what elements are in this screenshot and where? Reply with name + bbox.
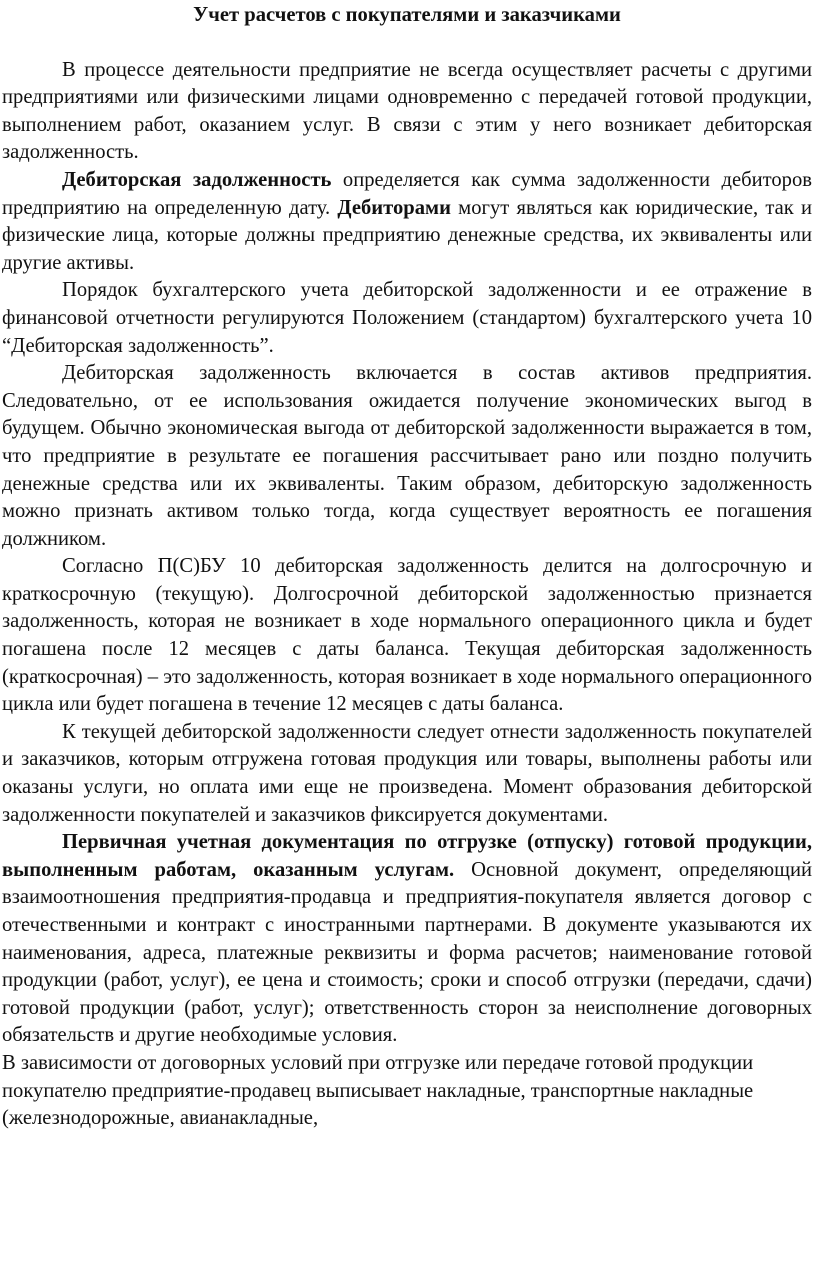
term-debtors: Дебиторами [337, 196, 451, 219]
debtors-text: могут являться как юридические, так и физические лица, которые должны предприятию денежные средства, их эквиваленты или другие активы. [2, 196, 812, 274]
paragraph-classification: Согласно П(С)БУ 10 дебиторская задолженность делится на долгосрочную и краткосрочную (текущую). Долгосрочной дебиторской задолженностью признается задолженность, которая не возникает в ходе нормального операционного цикла и будет погашена после 12 месяцев с даты баланса. Текущая дебиторская задолженность (краткосрочная) – это задолженность, которая возникает в ходе нормального операционного цикла или будет погашена в течение 12 месяцев с даты баланса. [2, 555, 812, 716]
paragraph-intro: В процессе деятельности предприятие не всегда осуществляет расчеты с другими предприятиями или физическими лицами одновременно с передачей готовой продукции, выполнением работ, оказанием услуг. В связи с этим у него возникает дебиторская задолженность. [2, 58, 812, 164]
document-title: Учет расчетов с покупателями и заказчиками [193, 4, 621, 26]
section-text: Основной документ, определяющий взаимоотношения предприятия-продавца и предприятия-покупателя является договор с отечественными и контракт с иностранными партнерами. В документе указываются их наименования, адреса, платежные реквизиты и форма расчетов; наименование готовой продукции (работ, услуг), ее цена и стоимость; сроки и способ отгрузки (передачи, сдачи) готовой продукции (работ, услуг); ответственность сторон за неисполнение договорных обязательств и другие необходимые условия. [2, 858, 812, 1047]
term-receivables: Дебиторская задолженность [62, 168, 332, 191]
paragraph-primary-documents [2, 829, 812, 1050]
definition-text: определяется как сумма задолженности дебиторов предприятию на определенную дату. [2, 168, 812, 219]
paragraph-definition [2, 167, 812, 277]
section-heading: Первичная учетная документация по отгрузке (отпуску) готовой продукции, выполненным работам, оказанным услугам. [2, 831, 812, 881]
paragraph-invoices: В зависимости от договорных условий при отгрузке или передаче готовой продукции покупателю предприятие-продавец выписывает накладные, транспортные накладные (железнодорожные, авианакладные, [2, 1051, 754, 1130]
paragraph-regulation: Порядок бухгалтерского учета дебиторской задолженности и ее отражение в финансовой отчетности регулируются Положением (стандартом) бухгалтерского учета 10 “Дебиторская задолженность”. [2, 279, 812, 357]
paragraph-current-receivables: К текущей дебиторской задолженности следует отнести задолженность покупателей и заказчиков, которым отгружена готовая продукция или товары, выполнены работы или оказаны услуги, но оплата ими еще не произведена. Момент образования дебиторской задолженности покупателей и заказчиков фиксируется документами. [2, 720, 812, 826]
paragraph-assets: Дебиторская задолженность включается в состав активов предприятия. Следовательно, от ее использования ожидается получение экономических выгод в будущем. Обычно экономическая выгода от дебиторской задолженности выражается в том, что предприятие в результате ее погашения рассчитывает рано или поздно получить денежные средства или их эквиваленты. Таким образом, дебиторскую задолженность можно признать активом только тогда, когда существует вероятность ее погашения должником. [2, 362, 812, 550]
